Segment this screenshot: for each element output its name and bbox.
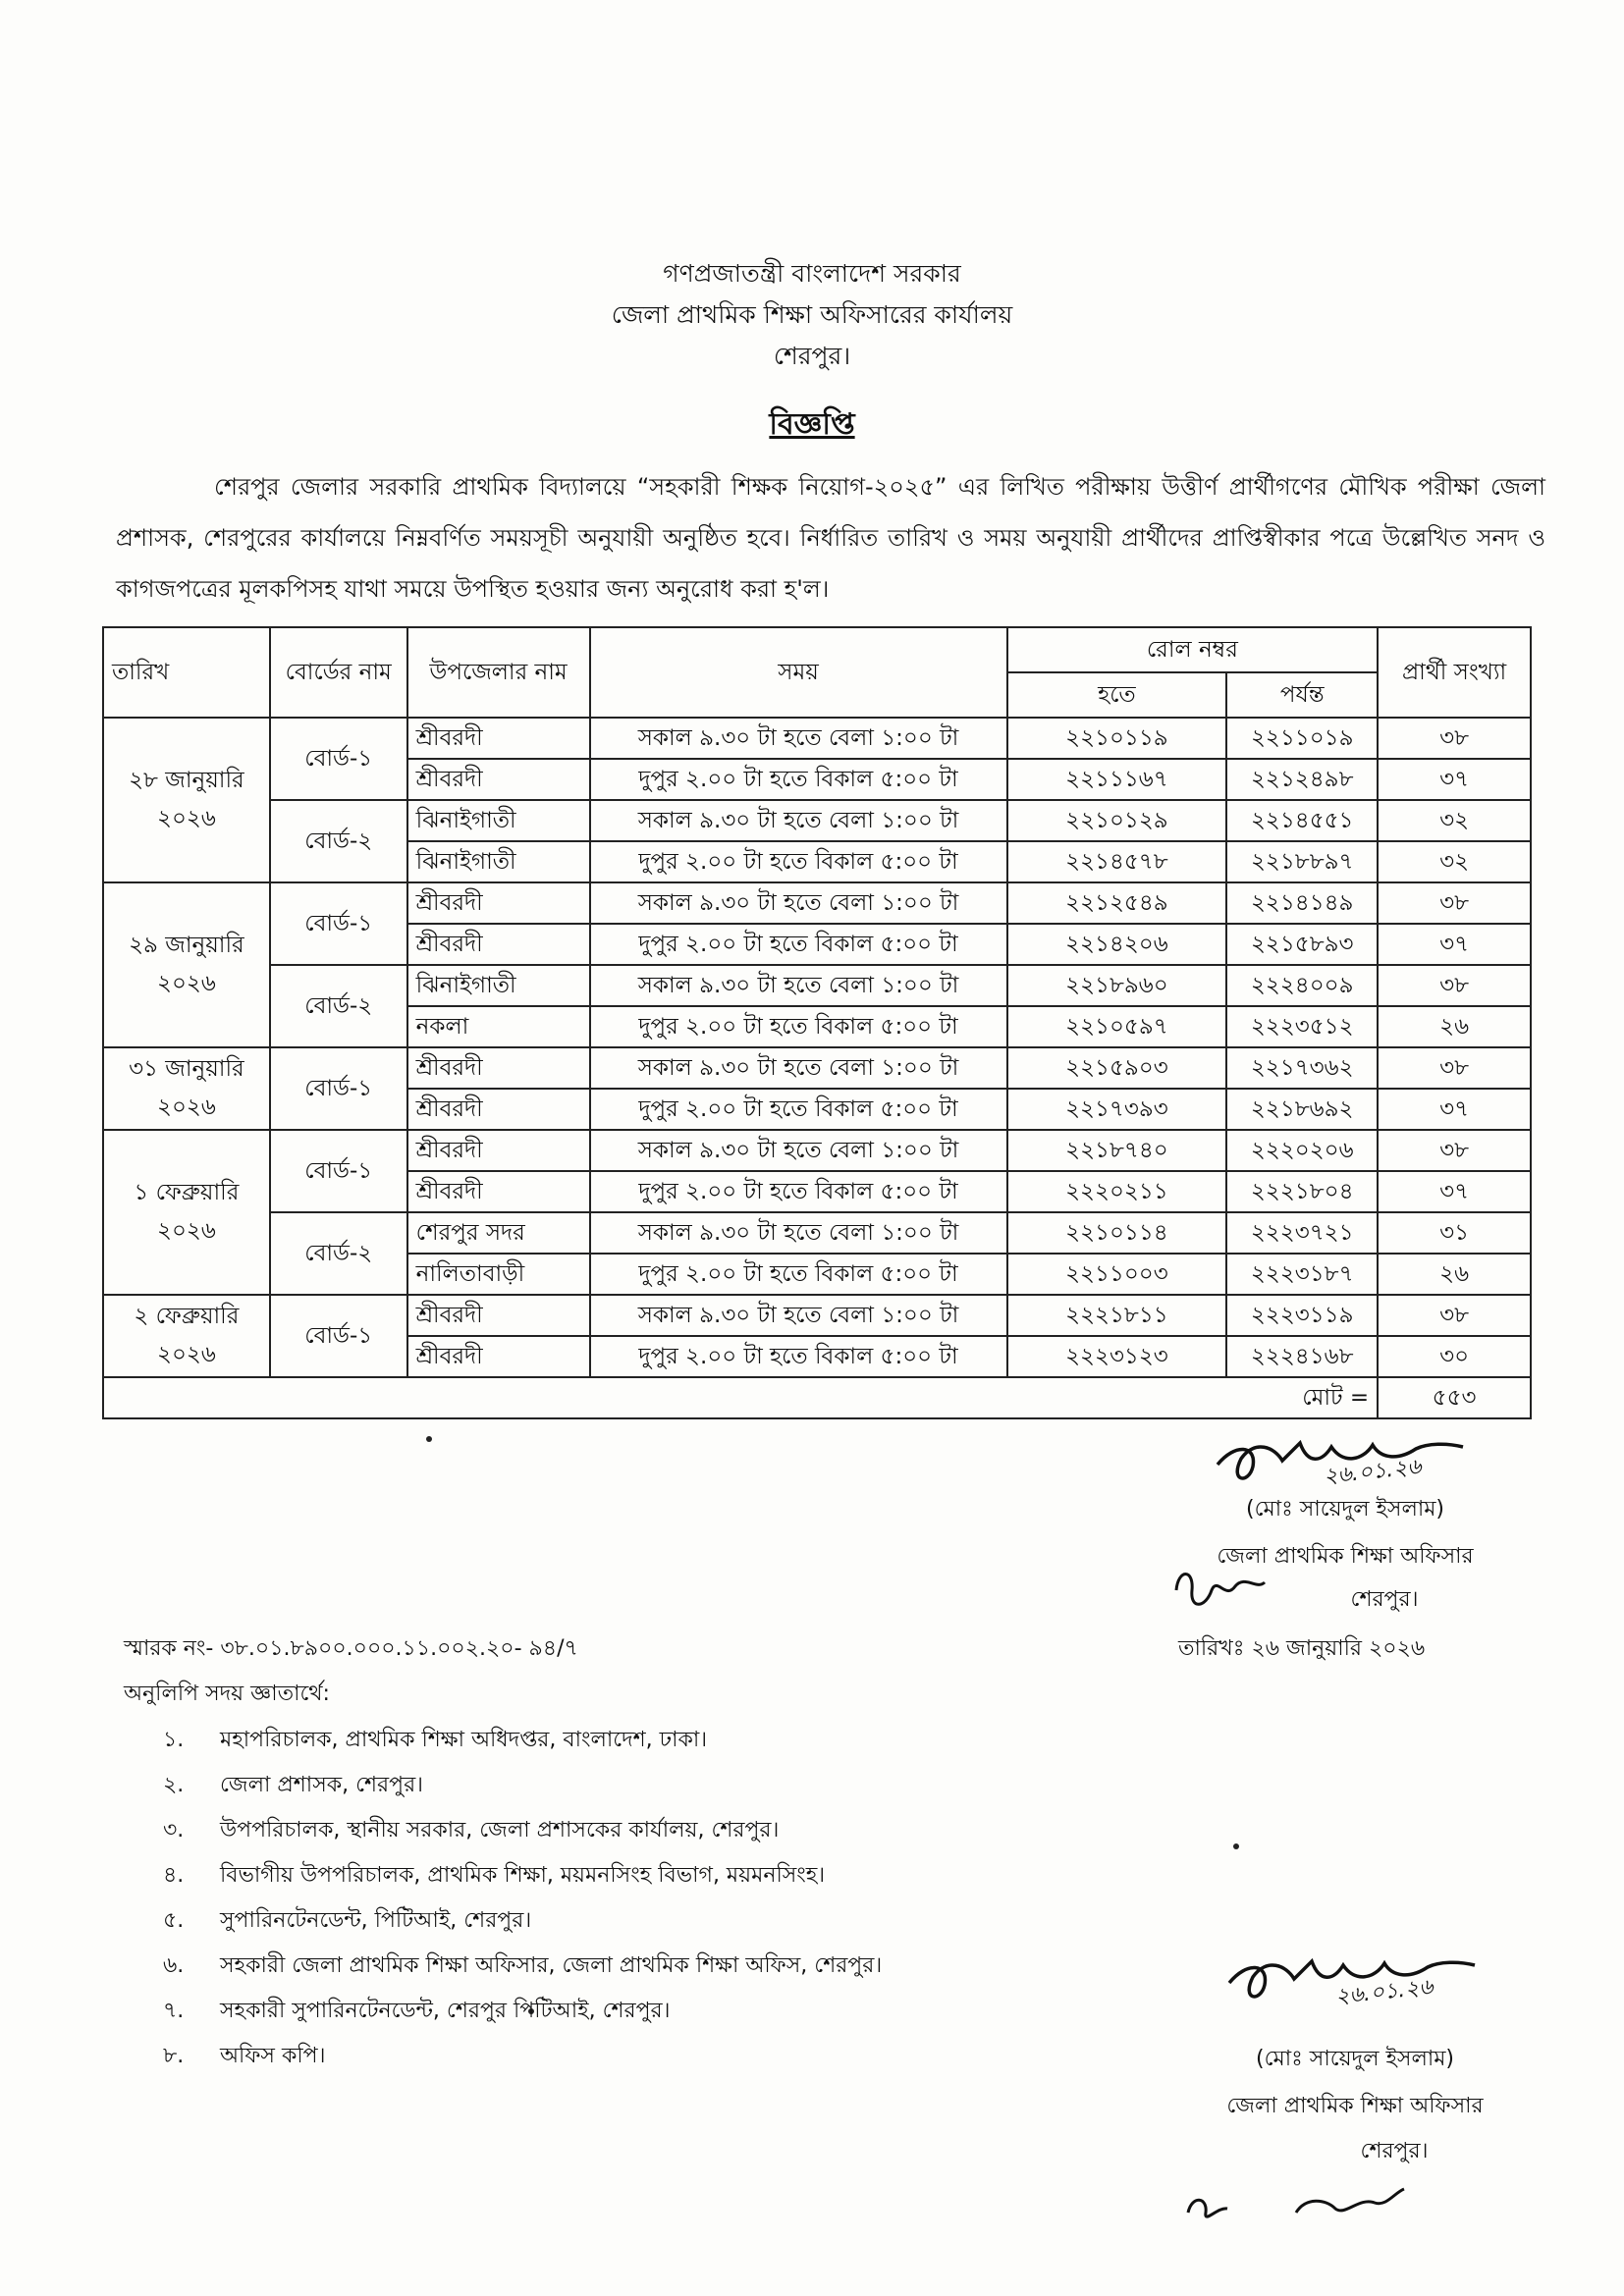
list-item-number: ৭. (163, 1999, 185, 2023)
signature-2-name: (মোঃ সায়েদুল ইসলাম) (1255, 2047, 1455, 2071)
table-row (103, 1130, 1531, 1171)
upazila-cell: শ্রীবরদী (407, 1047, 590, 1089)
table-row (103, 882, 1531, 924)
upazila-cell: ঝিনাইগাতী (407, 800, 590, 841)
time-cell: দুপুর ২.০০ টা হতে বিকাল ৫:০০ টা (590, 1089, 1007, 1130)
memo-number: স্মারক নং- ৩৮.০১.৮৯০০.০০০.১১.০০২.২০- ৯৪/৭ (124, 1636, 578, 1661)
roll-to-cell: ২২১৮৬৯২ (1226, 1089, 1378, 1130)
roll-to-cell: ২২১৪৫৫১ (1226, 800, 1378, 841)
list-item (163, 1763, 882, 1808)
count-cell: ২৬ (1378, 1006, 1531, 1047)
count-cell: ২৬ (1378, 1254, 1531, 1295)
roll-to-cell: ২২২৩৭২১ (1226, 1212, 1378, 1254)
list-item-text: সুপারিনটেনডেন্ট, পিটিআই, শেরপুর। (220, 1908, 532, 1933)
signature-2-scrawl (1218, 1944, 1502, 2014)
list-item-text: উপপরিচালক, স্থানীয় সরকার, জেলা প্রশাসকের কার্যালয়, শেরপুর। (220, 1818, 780, 1842)
roll-from-cell: ২২১৪২০৬ (1007, 924, 1227, 965)
schedule-body (103, 718, 1531, 1377)
list-item-number: ৬. (163, 1953, 185, 1978)
upazila-cell: শ্রীবরদী (407, 1336, 590, 1377)
time-cell: দুপুর ২.০০ টা হতে বিকাল ৫:০০ টা (590, 1254, 1007, 1295)
board-cell: বোর্ড-২ (270, 965, 407, 1047)
roll-from-cell: ২২২১৮১১ (1007, 1295, 1227, 1336)
count-cell: ৩৭ (1378, 1089, 1531, 1130)
schedule-table (102, 626, 1532, 1419)
count-cell: ৩৮ (1378, 718, 1531, 759)
total-value: ৫৫৩ (1378, 1377, 1531, 1418)
board-cell: বোর্ড-১ (270, 1295, 407, 1377)
date-cell: ২৮ জানুয়ারি ২০২৬ (103, 718, 270, 882)
board-cell: বোর্ড-১ (270, 1047, 407, 1130)
upazila-cell: শ্রীবরদী (407, 759, 590, 800)
roll-to-cell: ২২১৮৮৯৭ (1226, 841, 1378, 882)
header-roll-from: হতে (1007, 672, 1227, 718)
roll-to-cell: ২২১৭৩৬২ (1226, 1047, 1378, 1089)
header-roll-to: পর্যন্ত (1226, 672, 1378, 718)
roll-to-cell: ২২১৪১৪৯ (1226, 882, 1378, 924)
copies-title: অনুলিপি সদয় জ্ঞাতার্থে: (124, 1682, 330, 1706)
time-cell: দুপুর ২.০০ টা হতে বিকাল ৫:০০ টা (590, 1006, 1007, 1047)
header-count: প্রার্থী সংখ্যা (1378, 627, 1531, 718)
list-item-text: মহাপরিচালক, প্রাথমিক শিক্ষা অধিদপ্তর, বাংলাদেশ, ঢাকা। (220, 1728, 708, 1752)
notice-paragraph: শেরপুর জেলার সরকারি প্রাথমিক বিদ্যালয়ে “সহকারী শিক্ষক নিয়োগ-২০২৫” এর লিখিত পরীক্ষায় উত্তীর্ণ প্রার্থীগণের মৌখিক পরীক্ষা জেলা প্রশাসক, শেরপুরের কার্যালয়ে নিম্নবর্ণিত সময়সূচী অনুযায়ী অনুষ্ঠিত হবে। নির্ধারিত তারিখ ও সময় অনুযায়ী প্রার্থীদের প্রাপ্তিস্বীকার পত্রে উল্লেখিত সনদ ও কাগজপত্রের মূলকপিসহ যাথা সময়ে উপস্থিত হওয়ার জন্য অনুরোধ করা হ'ল। (116, 473, 1545, 603)
upazila-cell: শ্রীবরদী (407, 1295, 590, 1336)
count-cell: ৩৭ (1378, 1171, 1531, 1212)
signature-2-date: ২৬.০১.২৬ (1333, 1974, 1435, 2010)
board-cell: বোর্ড-১ (270, 1130, 407, 1212)
upazila-cell: ঝিনাইগাতী (407, 841, 590, 882)
roll-to-cell: ২২২৩৫১২ (1226, 1006, 1378, 1047)
list-item (163, 1808, 882, 1853)
upazila-cell: শ্রীবরদী (407, 718, 590, 759)
roll-from-cell: ২২২৩১২৩ (1007, 1336, 1227, 1377)
list-item-text: বিভাগীয় উপপরিচালক, প্রাথমিক শিক্ষা, ময়মনসিংহ বিভাগ, ময়মনসিংহ। (220, 1863, 826, 1888)
scan-dot (1233, 1843, 1239, 1849)
roll-to-cell: ২২২১৮০৪ (1226, 1171, 1378, 1212)
notice-title: বিজ্ঞপ্তি (769, 407, 855, 442)
roll-from-cell: ২২২০২১১ (1007, 1171, 1227, 1212)
time-cell: সকাল ৯.৩০ টা হতে বেলা ১:০০ টা (590, 1130, 1007, 1171)
list-item-number: ২. (163, 1773, 185, 1797)
roll-from-cell: ২২১০১১৯ (1007, 718, 1227, 759)
roll-to-cell: ২২১২৪৯৮ (1226, 759, 1378, 800)
list-item-text: জেলা প্রশাসক, শেরপুর। (220, 1773, 424, 1797)
roll-to-cell: ২২২৪১৬৮ (1226, 1336, 1378, 1377)
memo-date: তারিখঃ ২৬ জানুয়ারি ২০২৬ (1178, 1636, 1426, 1661)
upazila-cell: শ্রীবরদী (407, 1171, 590, 1212)
roll-to-cell: ২২২৩১৮৭ (1226, 1254, 1378, 1295)
count-cell: ৩০ (1378, 1336, 1531, 1377)
list-item-number: ৫. (163, 1908, 185, 1933)
signature-1-date: ২৬.০১.২৬ (1322, 1454, 1423, 1490)
initials-mark-1 (1166, 1561, 1274, 1624)
date-cell: ২৯ জানুয়ারি ২০২৬ (103, 882, 270, 1047)
board-cell: বোর্ড-২ (270, 800, 407, 882)
upazila-cell: শ্রীবরদী (407, 1089, 590, 1130)
copies-list (163, 1718, 882, 2079)
roll-from-cell: ২২১২৫৪৯ (1007, 882, 1227, 924)
count-cell: ৩৮ (1378, 882, 1531, 924)
list-item (163, 2034, 882, 2079)
time-cell: সকাল ৯.৩০ টা হতে বেলা ১:০০ টা (590, 1047, 1007, 1089)
roll-from-cell: ২২১০৫৯৭ (1007, 1006, 1227, 1047)
count-cell: ৩৮ (1378, 1295, 1531, 1336)
list-item-number: ৩. (163, 1818, 185, 1842)
table-row (103, 1047, 1531, 1089)
scan-dot (426, 1436, 432, 1442)
count-cell: ৩৮ (1378, 965, 1531, 1006)
list-item (163, 1853, 882, 1898)
roll-from-cell: ২২১৮৭৪০ (1007, 1130, 1227, 1171)
count-cell: ৩২ (1378, 841, 1531, 882)
table-row (103, 800, 1531, 841)
time-cell: দুপুর ২.০০ টা হতে বিকাল ৫:০০ টা (590, 924, 1007, 965)
time-cell: সকাল ৯.৩০ টা হতে বেলা ১:০০ টা (590, 965, 1007, 1006)
signature-2-place: শেরপুর। (1360, 2139, 1429, 2163)
office-header (0, 253, 1624, 377)
roll-from-cell: ২২১১০০৩ (1007, 1254, 1227, 1295)
upazila-cell: নালিতাবাড়ী (407, 1254, 590, 1295)
total-row (103, 1377, 1531, 1418)
header-board: বোর্ডের নাম (270, 627, 407, 718)
office-location: শেরপুর। (773, 342, 851, 370)
table-row (103, 718, 1531, 759)
roll-to-cell: ২২১১০১৯ (1226, 718, 1378, 759)
list-item (163, 1944, 882, 1989)
list-item-text: অফিস কপি। (220, 2044, 326, 2068)
count-cell: ৩৭ (1378, 924, 1531, 965)
board-cell: বোর্ড-১ (270, 882, 407, 965)
roll-to-cell: ২২১৫৮৯৩ (1226, 924, 1378, 965)
upazila-cell: শ্রীবরদী (407, 1130, 590, 1171)
time-cell: সকাল ৯.৩০ টা হতে বেলা ১:০০ টা (590, 1212, 1007, 1254)
upazila-cell: শ্রীবরদী (407, 882, 590, 924)
roll-to-cell: ২২২৪০০৯ (1226, 965, 1378, 1006)
upazila-cell: ঝিনাইগাতী (407, 965, 590, 1006)
date-cell: ২ ফেব্রুয়ারি ২০২৬ (103, 1295, 270, 1377)
roll-from-cell: ২২১০১২৯ (1007, 800, 1227, 841)
table-row (103, 1212, 1531, 1254)
date-cell: ৩১ জানুয়ারি ২০২৬ (103, 1047, 270, 1130)
government-name: গণপ্রজাতন্ত্রী বাংলাদেশ সরকার (663, 259, 961, 288)
signature-1-place: শেরপুর। (1350, 1587, 1419, 1612)
roll-to-cell: ২২২০২০৬ (1226, 1130, 1378, 1171)
upazila-cell: শেরপুর সদর (407, 1212, 590, 1254)
header-date: তারিখ (103, 627, 270, 718)
list-item (163, 1718, 882, 1763)
initials-mark-2 (1178, 2173, 1414, 2246)
signature-1-scrawl (1206, 1425, 1490, 1496)
list-item-number: ১. (163, 1728, 185, 1752)
total-label: মোট = (103, 1377, 1378, 1418)
count-cell: ৩২ (1378, 800, 1531, 841)
date-cell: ১ ফেব্রুয়ারি ২০২৬ (103, 1130, 270, 1295)
header-time: সময় (590, 627, 1007, 718)
signature-1-designation: জেলা প্রাথমিক শিক্ষা অফিসার (1217, 1544, 1474, 1569)
count-cell: ৩৮ (1378, 1130, 1531, 1171)
count-cell: ৩১ (1378, 1212, 1531, 1254)
office-name: জেলা প্রাথমিক শিক্ষা অফিসারের কার্যালয় (611, 300, 1013, 329)
board-cell: বোর্ড-২ (270, 1212, 407, 1295)
list-item-number: ৮. (163, 2044, 185, 2068)
signature-1-name: (মোঃ সায়েদুল ইসলাম) (1245, 1497, 1445, 1522)
time-cell: দুপুর ২.০০ টা হতে বিকাল ৫:০০ টা (590, 1171, 1007, 1212)
table-row (103, 965, 1531, 1006)
count-cell: ৩৮ (1378, 1047, 1531, 1089)
time-cell: দুপুর ২.০০ টা হতে বিকাল ৫:০০ টা (590, 841, 1007, 882)
roll-to-cell: ২২২৩১১৯ (1226, 1295, 1378, 1336)
roll-from-cell: ২২১৫৯০৩ (1007, 1047, 1227, 1089)
time-cell: দুপুর ২.০০ টা হতে বিকাল ৫:০০ টা (590, 759, 1007, 800)
roll-from-cell: ২২১৮৯৬০ (1007, 965, 1227, 1006)
roll-from-cell: ২২১০১১৪ (1007, 1212, 1227, 1254)
roll-from-cell: ২২১৪৫৭৮ (1007, 841, 1227, 882)
board-cell: বোর্ড-১ (270, 718, 407, 800)
list-item-text: সহকারী সুপারিনটেনডেন্ট, শেরপুর পিটিআই, শেরপুর। (220, 1999, 671, 2023)
header-upazila: উপজেলার নাম (407, 627, 590, 718)
time-cell: সকাল ৯.৩০ টা হতে বেলা ১:০০ টা (590, 800, 1007, 841)
table-row (103, 1295, 1531, 1336)
count-cell: ৩৭ (1378, 759, 1531, 800)
roll-from-cell: ২২১৭৩৯৩ (1007, 1089, 1227, 1130)
time-cell: সকাল ৯.৩০ টা হতে বেলা ১:০০ টা (590, 1295, 1007, 1336)
header-roll: রোল নম্বর (1007, 627, 1379, 672)
upazila-cell: শ্রীবরদী (407, 924, 590, 965)
signature-2-designation: জেলা প্রাথমিক শিক্ষা অফিসার (1226, 2094, 1484, 2118)
time-cell: সকাল ৯.৩০ টা হতে বেলা ১:০০ টা (590, 882, 1007, 924)
list-item (163, 1898, 882, 1944)
list-item (163, 1989, 882, 2034)
upazila-cell: নকলা (407, 1006, 590, 1047)
list-item-text: সহকারী জেলা প্রাথমিক শিক্ষা অফিসার, জেলা প্রাথমিক শিক্ষা অফিস, শেরপুর। (220, 1953, 883, 1978)
time-cell: দুপুর ২.০০ টা হতে বিকাল ৫:০০ টা (590, 1336, 1007, 1377)
time-cell: সকাল ৯.৩০ টা হতে বেলা ১:০০ টা (590, 718, 1007, 759)
list-item-number: ৪. (163, 1863, 185, 1888)
roll-from-cell: ২২১১১৬৭ (1007, 759, 1227, 800)
